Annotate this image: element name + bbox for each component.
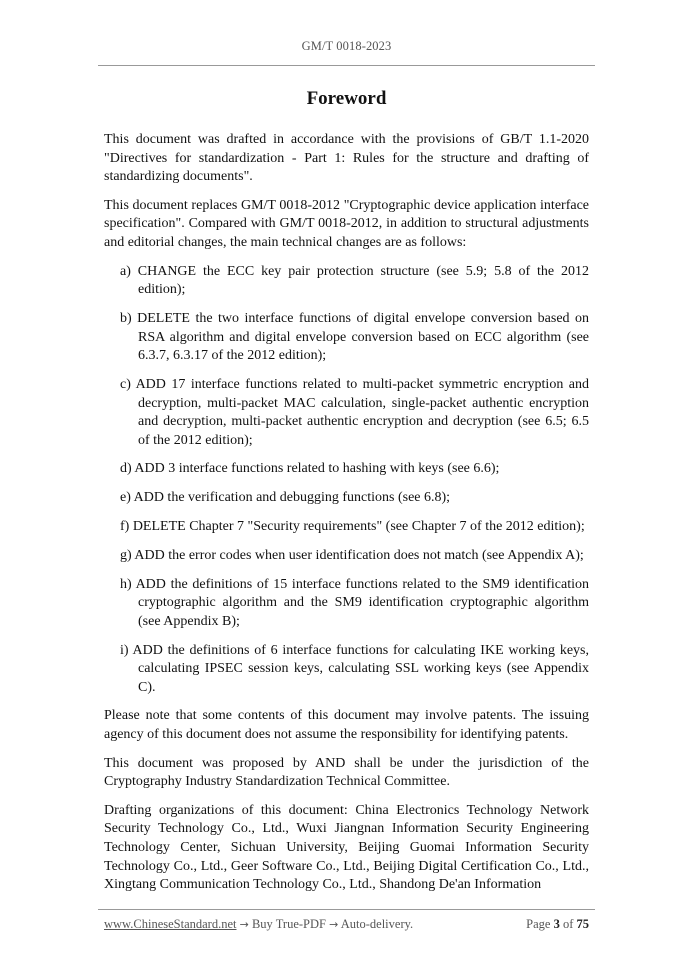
page-title: Foreword: [306, 88, 387, 109]
document-body: [104, 131, 589, 905]
list-item-change-g: g) ADD the error codes when user identification does not match (see Appendix A);: [120, 547, 584, 563]
list-item-change-c: c) ADD 17 interface functions related to multi-packet symmetric encryption and decryption, multi-packet MAC calculation, single-packet authentic encryption and decryption, multi-packet authentic encryption and decryption (see 6.5; 6.5 of the 2012 edition);: [120, 376, 589, 448]
list-item-change-e: e) ADD the verification and debugging functions (see 6.8);: [120, 490, 451, 506]
arrow-right-icon: →: [239, 918, 249, 931]
buy-text: Buy True-PDF: [251, 917, 326, 931]
header-divider: [98, 65, 595, 66]
paragraph-drafting-rules: This document was drafted in accordance with the provisions of GB/T 1.1-2020 "Directives for standardization - Part 1: Rules for the structure and drafting of standardizing documents".: [104, 132, 589, 185]
page-number: [526, 917, 589, 932]
document-header-code: GM/T 0018-2023: [301, 39, 392, 53]
footer-promo: [104, 917, 413, 932]
paragraph-proposer: This document was proposed by AND shall be under the jurisdiction of the Cryptography Industry Standardization Technical Committee.: [104, 755, 589, 790]
page-current: 3: [553, 917, 560, 931]
list-item-change-h: h) ADD the definitions of 15 interface functions related to the SM9 identification cryptographic algorithm and the SM9 identification cryptographic algorithm (see Appendix B);: [120, 576, 589, 629]
page-footer: [104, 917, 589, 932]
delivery-text: Auto-delivery.: [340, 917, 414, 931]
list-item-change-a: a) CHANGE the ECC key pair protection structure (see 5.9; 5.8 of the 2012 edition);: [120, 263, 589, 298]
list-item-change-f: f) DELETE Chapter 7 "Security requirements" (see Chapter 7 of the 2012 edition);: [120, 519, 585, 535]
page-of: of: [562, 917, 574, 931]
technical-changes-list: [104, 263, 589, 698]
paragraph-drafting-organizations: Drafting organizations of this document: China Electronics Technology Network Security Technology Co., Ltd., Wuxi Jiangnan Information Security Engineering Technology Center, Sichuan University, Beijing Guomai Information Security Technology Co., Ltd., Geer Software Co., Ltd., Beijing Digital Certification Co., Ltd., Xingtang Communication Technology Co., Ltd., Shandong De'an Information: [104, 802, 589, 893]
list-item-change-d: d) ADD 3 interface functions related to hashing with keys (see 6.6);: [120, 461, 500, 477]
page-word: Page: [526, 917, 551, 931]
list-item-change-b: b) DELETE the two interface functions of digital envelope conversion based on RSA algorithm and digital envelope conversion based on ECC algorithm (see 6.3.7, 6.3.17 of the 2012 edition);: [120, 310, 589, 364]
page-total: 75: [576, 917, 589, 931]
paragraph-patent-notice: Please note that some contents of this document may involve patents. The issuing agency of this document does not assume the responsibility for identifying patents.: [104, 708, 589, 742]
site-link[interactable]: www.ChineseStandard.net: [104, 917, 237, 931]
arrow-right-icon: →: [329, 918, 339, 931]
list-item-change-i: i) ADD the definitions of 6 interface functions for calculating IKE working keys, calculating IPSEC session keys, calculating SSL working keys (see Appendix C).: [120, 642, 589, 695]
footer-divider: [98, 909, 595, 910]
paragraph-replacement: This document replaces GM/T 0018-2012 "Cryptographic device application interface specification". Compared with GM/T 0018-2012, in addition to structural adjustments and editorial changes, the main technical changes are as follows:: [104, 197, 589, 250]
